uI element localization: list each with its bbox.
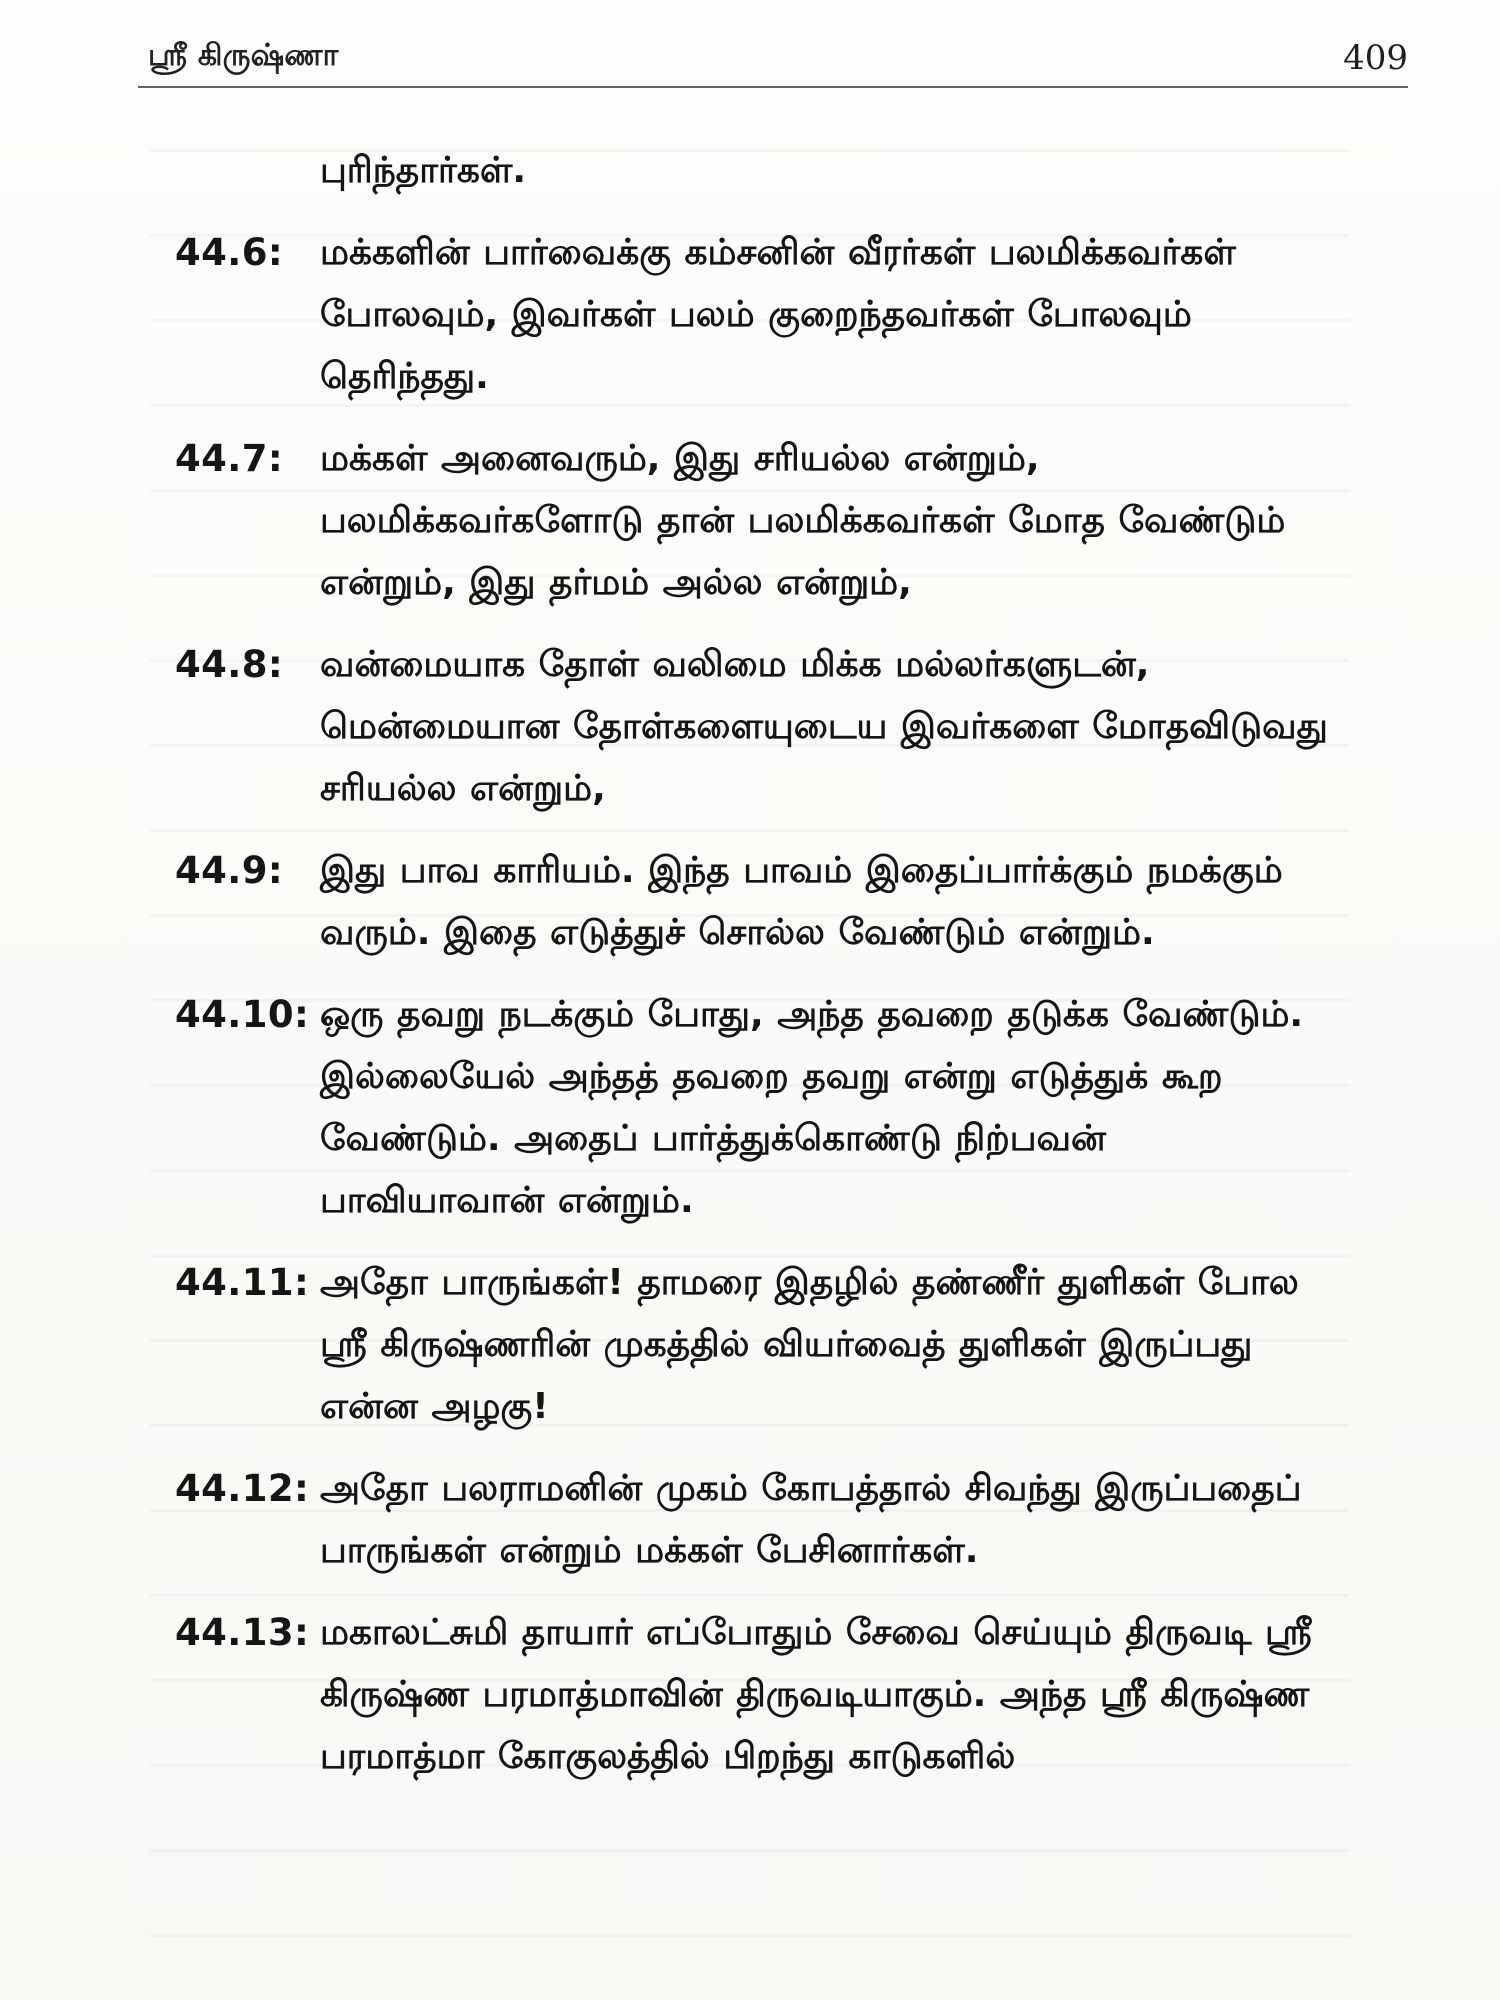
verse-text: அதோ பாருங்கள்! தாமரை இதழில் தண்ணீர் துளிகள் போல ஸ்ரீ கிருஷ்ணரின் முகத்தில் வியர்வைத் துளிகள் இருப்பது என்ன அழகு! [320, 1262, 1299, 1427]
verse-number: 44.6: [175, 231, 284, 274]
verse-item [175, 984, 1345, 1232]
verse-text: மக்களின் பார்வைக்கு கம்சனின் வீரர்கள் பலமிக்கவர்கள் போலவும், இவர்கள் பலம் குறைந்தவர்கள் போலவும் தெரிந்தது. [320, 232, 1236, 397]
verse-item [175, 222, 1345, 408]
verse-item [175, 428, 1345, 614]
verse-text: மக்கள் அனைவரும், இது சரியல்ல என்றும், பலமிக்கவர்களோடு தான் பலமிக்கவர்கள் மோத வேண்டும் என்றும், இது தர்மம் அல்ல என்றும், [320, 438, 1286, 603]
page-number: 409 [1343, 38, 1408, 78]
verse-item [175, 1252, 1345, 1438]
verse-item [175, 634, 1345, 820]
verse-item [175, 1458, 1345, 1582]
verse-text: மகாலட்சுமி தாயார் எப்போதும் சேவை செய்யும் திருவடி ஸ்ரீ கிருஷ்ண பரமாத்மாவின் திருவடியாகும். அந்த ஸ்ரீ கிருஷ்ண பரமாத்மா கோகுலத்தில் பிறந்து காடுகளில் [320, 1612, 1312, 1777]
verse-text: வன்மையாக தோள் வலிமை மிக்க மல்லர்களுடன், மென்மையான தோள்களையுடைய இவர்களை மோதவிடுவது சரியல்ல என்றும், [320, 644, 1328, 809]
verse-item [175, 1602, 1345, 1788]
running-title: ஸ்ரீ கிருஷ்ணா [148, 38, 339, 73]
page-header [138, 28, 1408, 90]
verse-item [175, 140, 1345, 202]
verse-number: 44.7: [175, 437, 284, 480]
verse-number: 44.11: [175, 1261, 310, 1304]
header-rule [138, 86, 1408, 88]
verse-number: 44.8: [175, 643, 284, 686]
verse-text: ஒரு தவறு நடக்கும் போது, அந்த தவறை தடுக்க வேண்டும். இல்லையேல் அந்தத் தவறை தவறு என்று எடுத்துக் கூற வேண்டும். அதைப் பார்த்துக்கொண்டு நிற்பவன் பாவியாவான் என்றும். [320, 994, 1304, 1221]
verse-item [175, 840, 1345, 964]
verse-list [175, 140, 1345, 1808]
verse-number: 44.10: [175, 993, 310, 1036]
verse-text: அதோ பலராமனின் முகம் கோபத்தால் சிவந்து இருப்பதைப் பாருங்கள் என்றும் மக்கள் பேசினார்கள். [320, 1468, 1302, 1571]
verse-text: புரிந்தார்கள். [320, 150, 527, 191]
verse-number: 44.9: [175, 849, 284, 892]
verse-text: இது பாவ காரியம். இந்த பாவம் இதைப்பார்க்கும் நமக்கும் வரும். இதை எடுத்துச் சொல்ல வேண்டும் என்றும். [320, 850, 1283, 953]
verse-number: 44.13: [175, 1611, 310, 1654]
verse-number: 44.12: [175, 1467, 310, 1510]
